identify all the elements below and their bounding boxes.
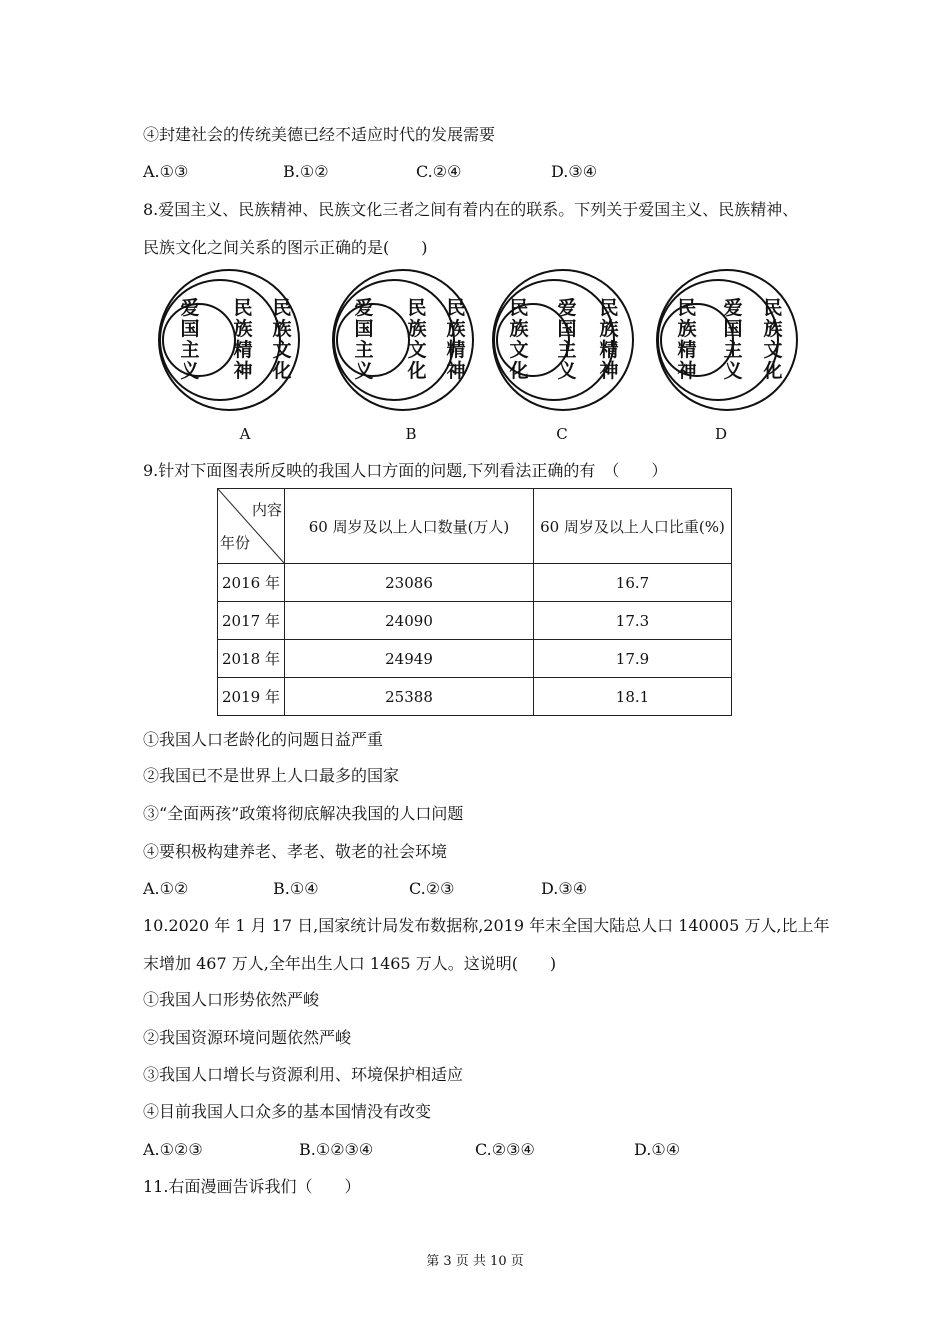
q10-item-3: ③我国人口增长与资源利用、环境保护相适应 bbox=[143, 1065, 464, 1084]
row-year: 2018 年 bbox=[218, 640, 285, 678]
diagram-a bbox=[152, 268, 302, 412]
table-row bbox=[218, 564, 732, 602]
table-header-row bbox=[218, 489, 732, 564]
q10-option-a: A.①②③ bbox=[143, 1140, 203, 1159]
table-row bbox=[218, 602, 732, 640]
row-ratio: 17.3 bbox=[534, 602, 732, 640]
q9-stem: 9.针对下面图表所反映的我国人口方面的问题,下列看法正确的有 （ ） bbox=[143, 461, 668, 480]
diagram-d-outer-label: 民族文化 bbox=[763, 297, 783, 382]
table-row bbox=[218, 678, 732, 716]
row-count: 25388 bbox=[285, 678, 534, 716]
q9-option-c: C.②③ bbox=[409, 879, 455, 898]
row-ratio: 18.1 bbox=[534, 678, 732, 716]
diagram-c-outer-label: 民族精神 bbox=[599, 297, 619, 382]
header-count-cell: 60 周岁及以上人口数量(万人) bbox=[285, 489, 534, 564]
diagram-a-outer-label: 民族文化 bbox=[272, 297, 292, 382]
diagram-d-inner-label: 民族精神 bbox=[677, 297, 697, 382]
diagram-d-middle-label: 爱国主义 bbox=[723, 297, 743, 382]
row-year: 2019 年 bbox=[218, 678, 285, 716]
q7-option-a: A.①③ bbox=[143, 162, 189, 181]
diagram-b-letter: B bbox=[405, 425, 417, 443]
diagram-c-inner-label: 民族文化 bbox=[509, 297, 529, 382]
table-row bbox=[218, 640, 732, 678]
q9-option-b: B.①④ bbox=[273, 879, 319, 898]
header-content-label: 内容 bbox=[251, 501, 282, 519]
page-footer: 第 3 页 共 10 页 bbox=[426, 1254, 524, 1269]
diagram-d bbox=[650, 268, 800, 412]
q7-item-4: ④封建社会的传统美德已经不适应时代的发展需要 bbox=[143, 125, 496, 144]
q10-stem-line1: 10.2020 年 1 月 17 日,国家统计局发布数据称,2019 年末全国大陆总人口 140005 万人,比上年 bbox=[143, 916, 830, 935]
row-count: 24090 bbox=[285, 602, 534, 640]
diagram-b-inner-label: 爱国主义 bbox=[354, 297, 374, 382]
row-year: 2017 年 bbox=[218, 602, 285, 640]
q9-item-3: ③“全面两孩”政策将彻底解决我国的人口问题 bbox=[143, 804, 464, 823]
diagram-c-middle-label: 爱国主义 bbox=[557, 297, 577, 382]
q8-stem-line1: 8.爱国主义、民族精神、民族文化三者之间有着内在的联系。下列关于爱国主义、民族精神、 bbox=[143, 200, 799, 219]
table-corner-cell bbox=[218, 489, 285, 564]
diagram-b-outer-label: 民族精神 bbox=[446, 297, 466, 382]
q8-stem-line2: 民族文化之间关系的图示正确的是( ) bbox=[143, 238, 428, 257]
header-ratio-cell: 60 周岁及以上人口比重(%) bbox=[534, 489, 732, 564]
q10-stem-line2: 末增加 467 万人,全年出生人口 1465 万人。这说明( ) bbox=[143, 954, 557, 973]
q9-item-1: ①我国人口老龄化的问题日益严重 bbox=[143, 730, 384, 749]
diagram-b bbox=[326, 268, 476, 412]
row-year: 2016 年 bbox=[218, 564, 285, 602]
q10-option-d: D.①④ bbox=[634, 1140, 681, 1159]
diagram-c bbox=[486, 268, 636, 412]
diagram-a-inner-label: 爱国主义 bbox=[180, 297, 200, 382]
diagram-a-letter: A bbox=[239, 425, 251, 443]
q9-option-a: A.①② bbox=[143, 879, 189, 898]
q9-option-d: D.③④ bbox=[541, 879, 588, 898]
q11-stem: 11.右面漫画告诉我们（ ） bbox=[143, 1177, 361, 1196]
q10-item-1: ①我国人口形势依然严峻 bbox=[143, 990, 320, 1009]
q10-option-b: B.①②③④ bbox=[299, 1140, 374, 1159]
row-count: 23086 bbox=[285, 564, 534, 602]
q7-option-b: B.①② bbox=[283, 162, 329, 181]
diagram-c-letter: C bbox=[556, 425, 568, 443]
q10-item-4: ④目前我国人口众多的基本国情没有改变 bbox=[143, 1102, 432, 1121]
row-count: 24949 bbox=[285, 640, 534, 678]
diagram-d-letter: D bbox=[714, 425, 728, 443]
row-ratio: 16.7 bbox=[534, 564, 732, 602]
header-year-label: 年份 bbox=[220, 534, 251, 552]
q10-option-c: C.②③④ bbox=[475, 1140, 535, 1159]
row-ratio: 17.9 bbox=[534, 640, 732, 678]
q7-option-c: C.②④ bbox=[416, 162, 462, 181]
diagram-b-middle-label: 民族文化 bbox=[407, 297, 427, 382]
q10-item-2: ②我国资源环境问题依然严峻 bbox=[143, 1028, 352, 1047]
diagram-a-middle-label: 民族精神 bbox=[233, 297, 253, 382]
q9-item-2: ②我国已不是世界上人口最多的国家 bbox=[143, 766, 400, 785]
q7-option-d: D.③④ bbox=[551, 162, 598, 181]
population-table bbox=[217, 488, 732, 716]
q9-item-4: ④要积极构建养老、孝老、敬老的社会环境 bbox=[143, 842, 448, 861]
